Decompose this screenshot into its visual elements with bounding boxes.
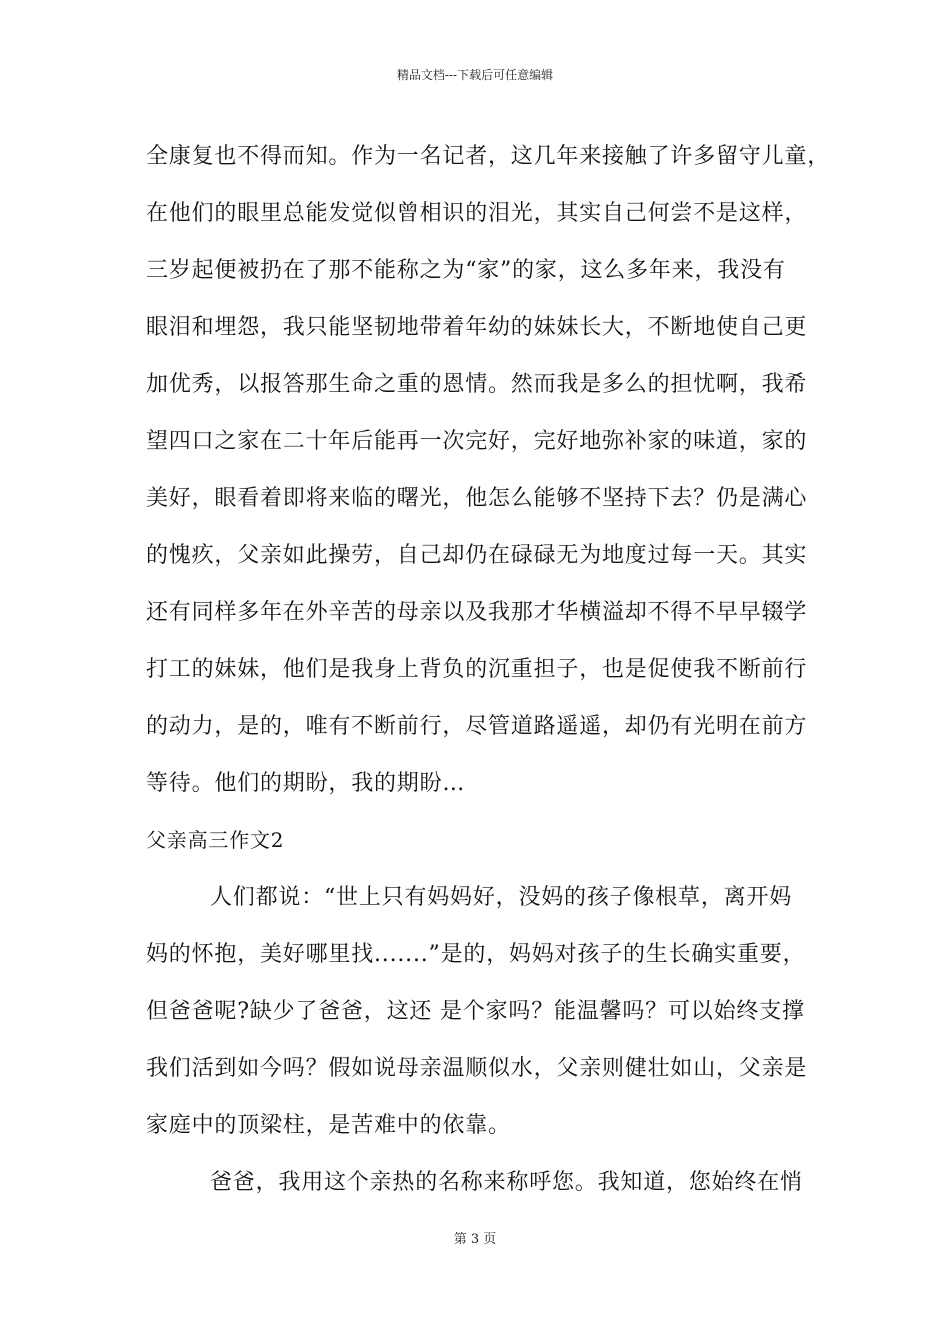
document-body — [146, 128, 836, 1211]
text-line: 妈的怀抱，美好哪里找.......”是的，妈妈对孩子的生长确实重要， — [146, 942, 806, 967]
text-line: 还有同样多年在外辛苦的母亲以及我那才华横溢却不得不早早辍学 — [146, 600, 808, 625]
text-line: 家庭中的顶梁柱，是苦难中的依靠。 — [146, 1113, 511, 1138]
page-number: 第 3 页 — [453, 1232, 497, 1247]
text-line: 人们都说：“世上只有妈妈好，没妈的孩子像根草，离开妈 — [210, 885, 793, 910]
text-line: 我们活到如今吗？假如说母亲温顺似水，父亲则健壮如山，父亲是 — [146, 1056, 808, 1081]
text-line: 在他们的眼里总能发觉似曾相识的泪光，其实自己何尝不是这样， — [146, 201, 808, 226]
text-line: 但爸爸呢?缺少了爸爸，这还 是个家吗？能温馨吗？可以始终支撑 — [146, 999, 805, 1024]
text-line: 眼泪和埋怨，我只能坚韧地带着年幼的妹妹长大，不断地使自己更 — [146, 315, 808, 340]
text-line: 打工的妹妹，他们是我身上背负的沉重担子，也是促使我不断前行 — [146, 657, 808, 682]
text-line: 全康复也不得而知。作为一名记者，这几年来接触了许多留守儿童， — [146, 144, 831, 169]
text-line: 的动力，是的，唯有不断前行，尽管道路遥遥，却仍有光明在前方 — [146, 714, 808, 739]
text-line: 三岁起便被扔在了那不能称之为“家”的家，这么多年来，我没有 — [146, 258, 786, 283]
section-heading: 父亲高三作文2 — [146, 828, 285, 852]
text-line: 美好，眼看着即将来临的曙光，他怎么能够不坚持下去？仍是满心 — [146, 486, 808, 511]
page-header: 精品文档---下载后可任意编辑 — [396, 68, 554, 82]
text-line: 等待。他们的期盼，我的期盼… — [146, 771, 466, 796]
text-line: 加优秀，以报答那生命之重的恩情。然而我是多么的担忧啊，我希 — [146, 372, 808, 397]
text-line: 爸爸，我用这个亲热的名称来称呼您。我知道，您始终在悄 — [210, 1170, 803, 1195]
text-line: 望四口之家在二十年后能再一次完好，完好地弥补家的味道，家的 — [146, 429, 808, 454]
text-line: 的愧疚，父亲如此操劳，自己却仍在碌碌无为地度过每一天。其实 — [146, 543, 808, 568]
